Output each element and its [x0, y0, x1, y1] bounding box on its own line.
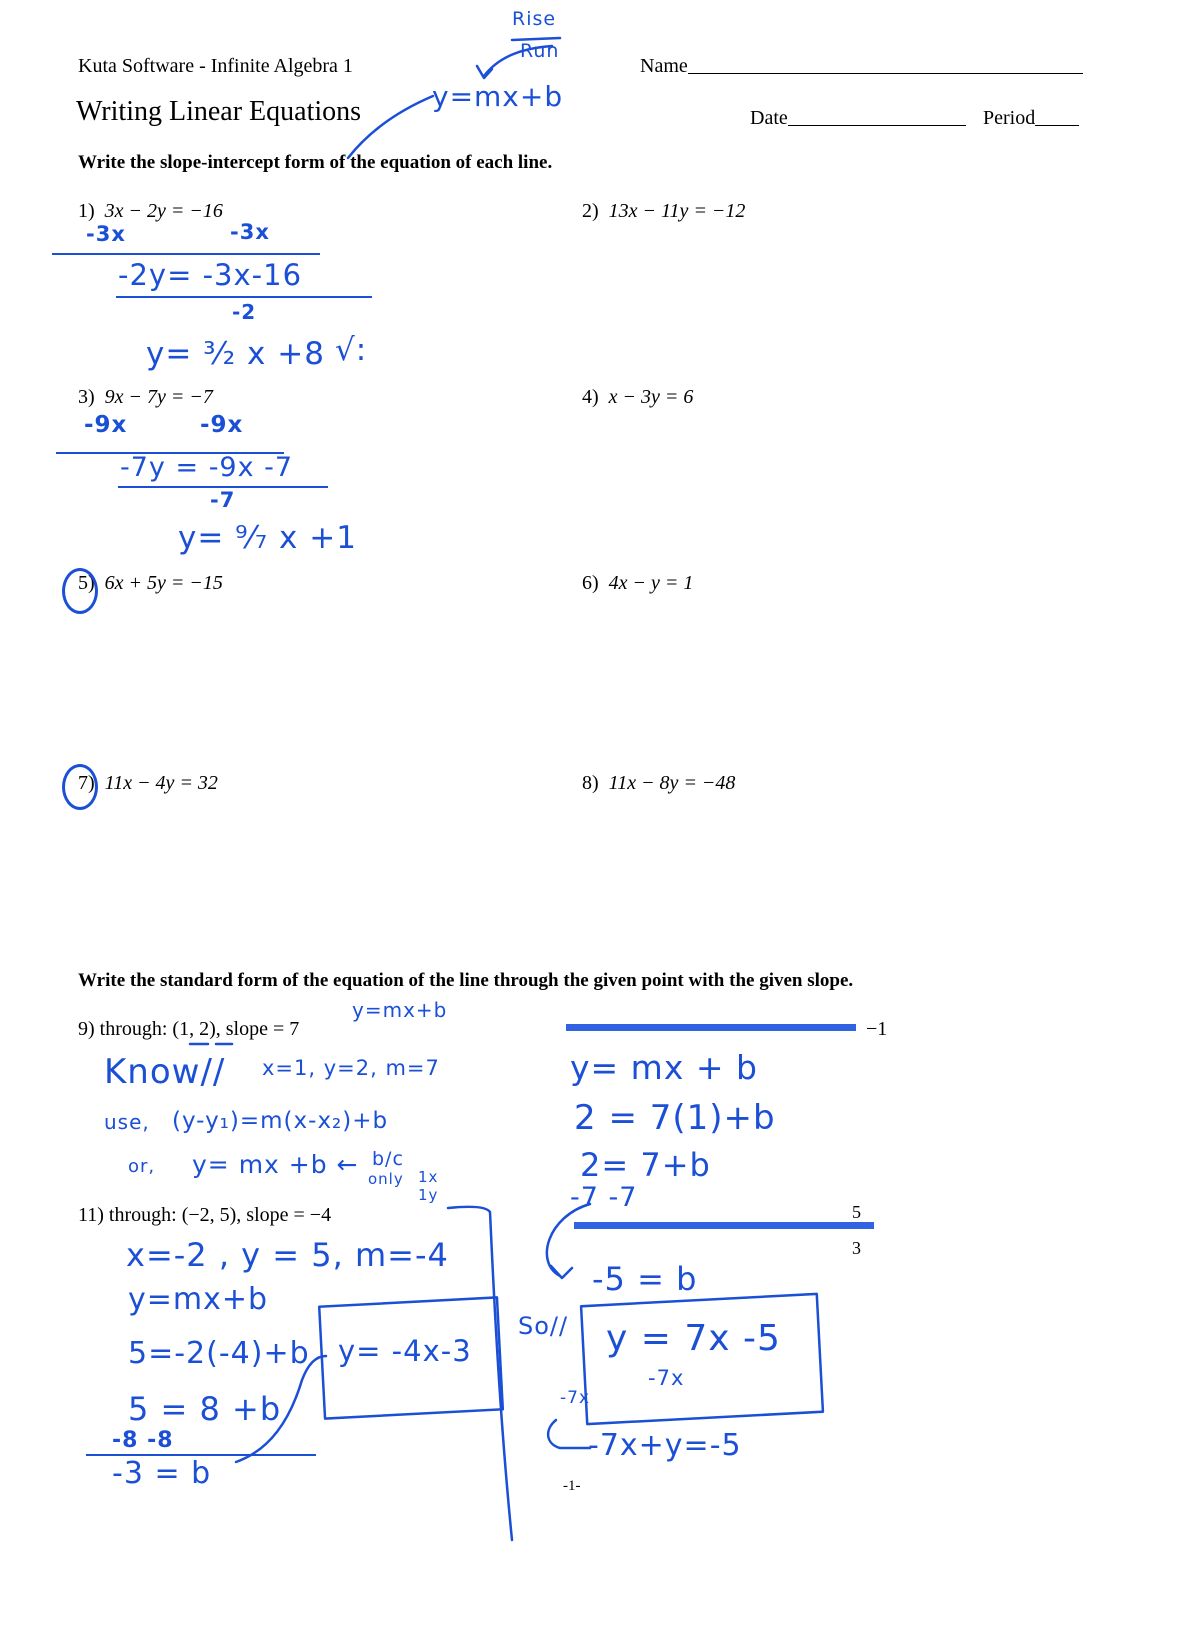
problem-number: 2): [582, 200, 599, 222]
hw-p11-simplify: 5 = 8 +b: [128, 1390, 282, 1428]
section2-instructions: Write the standard form of the equation of the line through the given point with the given slope.: [78, 970, 854, 991]
hw-p11-boxed-answer: y= -4x-3: [338, 1334, 472, 1368]
hw-p11-substitute: 5=-2(-4)+b: [128, 1336, 310, 1371]
hw-arrow-curve: [547, 1204, 590, 1276]
hw-p3-divisor: -7: [210, 488, 236, 512]
hw-p11-b-value: -3 = b: [112, 1456, 212, 1491]
hw-p10-boxed-answer: y = 7x -5: [606, 1318, 781, 1359]
hw-p10-bracket-arrow: [548, 1420, 590, 1448]
hw-p9-slope-intercept: y= mx +b ←: [192, 1150, 359, 1179]
period-label: Period: [983, 107, 1036, 129]
section1-instructions: Write the slope-intercept form of the equation of each line.: [78, 152, 553, 173]
problem-12-slope-denominator: 3: [852, 1238, 861, 1258]
problem-number: 7): [78, 772, 95, 794]
hw-bracket-divider: [448, 1207, 512, 1540]
problem-number: 4): [582, 386, 599, 408]
problem-equation: x − 3y = 6: [608, 386, 694, 408]
hw-p10-standard-form: -7x+y=-5: [588, 1428, 742, 1463]
hw-p10-sub-left: -7x: [560, 1388, 591, 1408]
hw-p11-arrow: [236, 1356, 326, 1462]
problem-number: 6): [582, 572, 599, 594]
hw-p9-1x: 1x: [418, 1168, 439, 1186]
problem-equation: 9x − 7y = −7: [104, 386, 213, 408]
problem-number: 3): [78, 386, 95, 408]
hw-arrow-to-formula: [484, 46, 552, 76]
hw-p3-answer: y= ⁹⁄₇ x +1: [178, 520, 357, 556]
hw-p9-because: b/c: [372, 1148, 404, 1170]
hw-p1-divisor: -2: [232, 300, 257, 324]
hw-p9-knowns: x=1, y=2, m=7: [262, 1056, 440, 1080]
handwritten-rise: Rise: [512, 8, 557, 30]
hw-p10-sub-right: -7x: [648, 1366, 685, 1390]
problem-9: 9) through: (1, 2), slope = 7: [78, 1018, 300, 1040]
hw-p10-so: So//: [518, 1312, 569, 1340]
hw-p11-formula: y=mx+b: [128, 1282, 269, 1317]
hw-p9-know: Know//: [104, 1052, 226, 1092]
worksheet-title: Writing Linear Equations: [76, 96, 362, 127]
problem-10-slope: −1: [866, 1018, 888, 1040]
page-number: -1-: [563, 1478, 581, 1494]
hw-p10-substitute: 2 = 7(1)+b: [574, 1098, 776, 1138]
hw-p1-check: √:: [335, 332, 368, 368]
problem-equation: 4x − y = 1: [608, 572, 694, 594]
problem-number: 5): [78, 572, 95, 594]
hw-p9-1y: 1y: [418, 1186, 439, 1204]
hw-p1-sub-left: -3x: [86, 222, 126, 246]
handwritten-run: Run: [520, 40, 560, 62]
hw-p11-subtract: -8 -8: [112, 1428, 174, 1453]
name-label: Name: [640, 55, 688, 77]
hw-p1-sub-right: -3x: [230, 220, 270, 244]
hw-p9-use: use,: [104, 1110, 150, 1134]
hw-p10-simplify: 2= 7+b: [580, 1146, 711, 1184]
hw-p11-knowns: x=-2 , y = 5, m=-4: [126, 1236, 449, 1274]
hw-p10-formula: y= mx + b: [570, 1048, 758, 1087]
problem-number: 8): [582, 772, 599, 794]
hw-p11-answer-box: [319, 1297, 503, 1418]
hw-p10-b-value: -5 = b: [592, 1260, 698, 1298]
hw-p3-step: -7y = -9x -7: [120, 452, 294, 483]
hw-p9-only: only: [368, 1170, 404, 1188]
publisher-label: Kuta Software - Infinite Algebra 1: [78, 55, 353, 77]
problem-equation: 11x − 8y = −48: [608, 772, 736, 794]
hw-p1-step: -2y= -3x-16: [118, 258, 303, 292]
hw-p10-answer-box: [581, 1294, 823, 1424]
problem-11: 11) through: (−2, 5), slope = −4: [78, 1204, 332, 1226]
hw-p9-formula: y=mx+b: [352, 998, 448, 1022]
problem-equation: 3x − 2y = −16: [104, 200, 223, 222]
hw-p1-answer: y= ³⁄₂ x +8: [146, 336, 325, 372]
hw-rise-run-bar: [512, 38, 560, 40]
hw-p3-sub-right: -9x: [200, 412, 244, 438]
hw-p9-or: or,: [128, 1156, 156, 1177]
hw-p3-sub-left: -9x: [84, 412, 128, 438]
problem-equation: 11x − 4y = 32: [104, 772, 218, 794]
problem-equation: 13x − 11y = −12: [608, 200, 746, 222]
problem-number: 1): [78, 200, 95, 222]
problem-12-slope-numerator: 5: [852, 1202, 861, 1222]
handwritten-formula: y=mx+b: [432, 80, 564, 113]
hw-p9-point-slope: (y-y₁)=m(x-x₂)+b: [172, 1108, 389, 1134]
date-label: Date: [750, 107, 788, 129]
hw-formula-leader: [348, 96, 433, 158]
problem-equation: 6x + 5y = −15: [104, 572, 223, 594]
hw-p10-subtract: -7 -7: [570, 1182, 638, 1213]
